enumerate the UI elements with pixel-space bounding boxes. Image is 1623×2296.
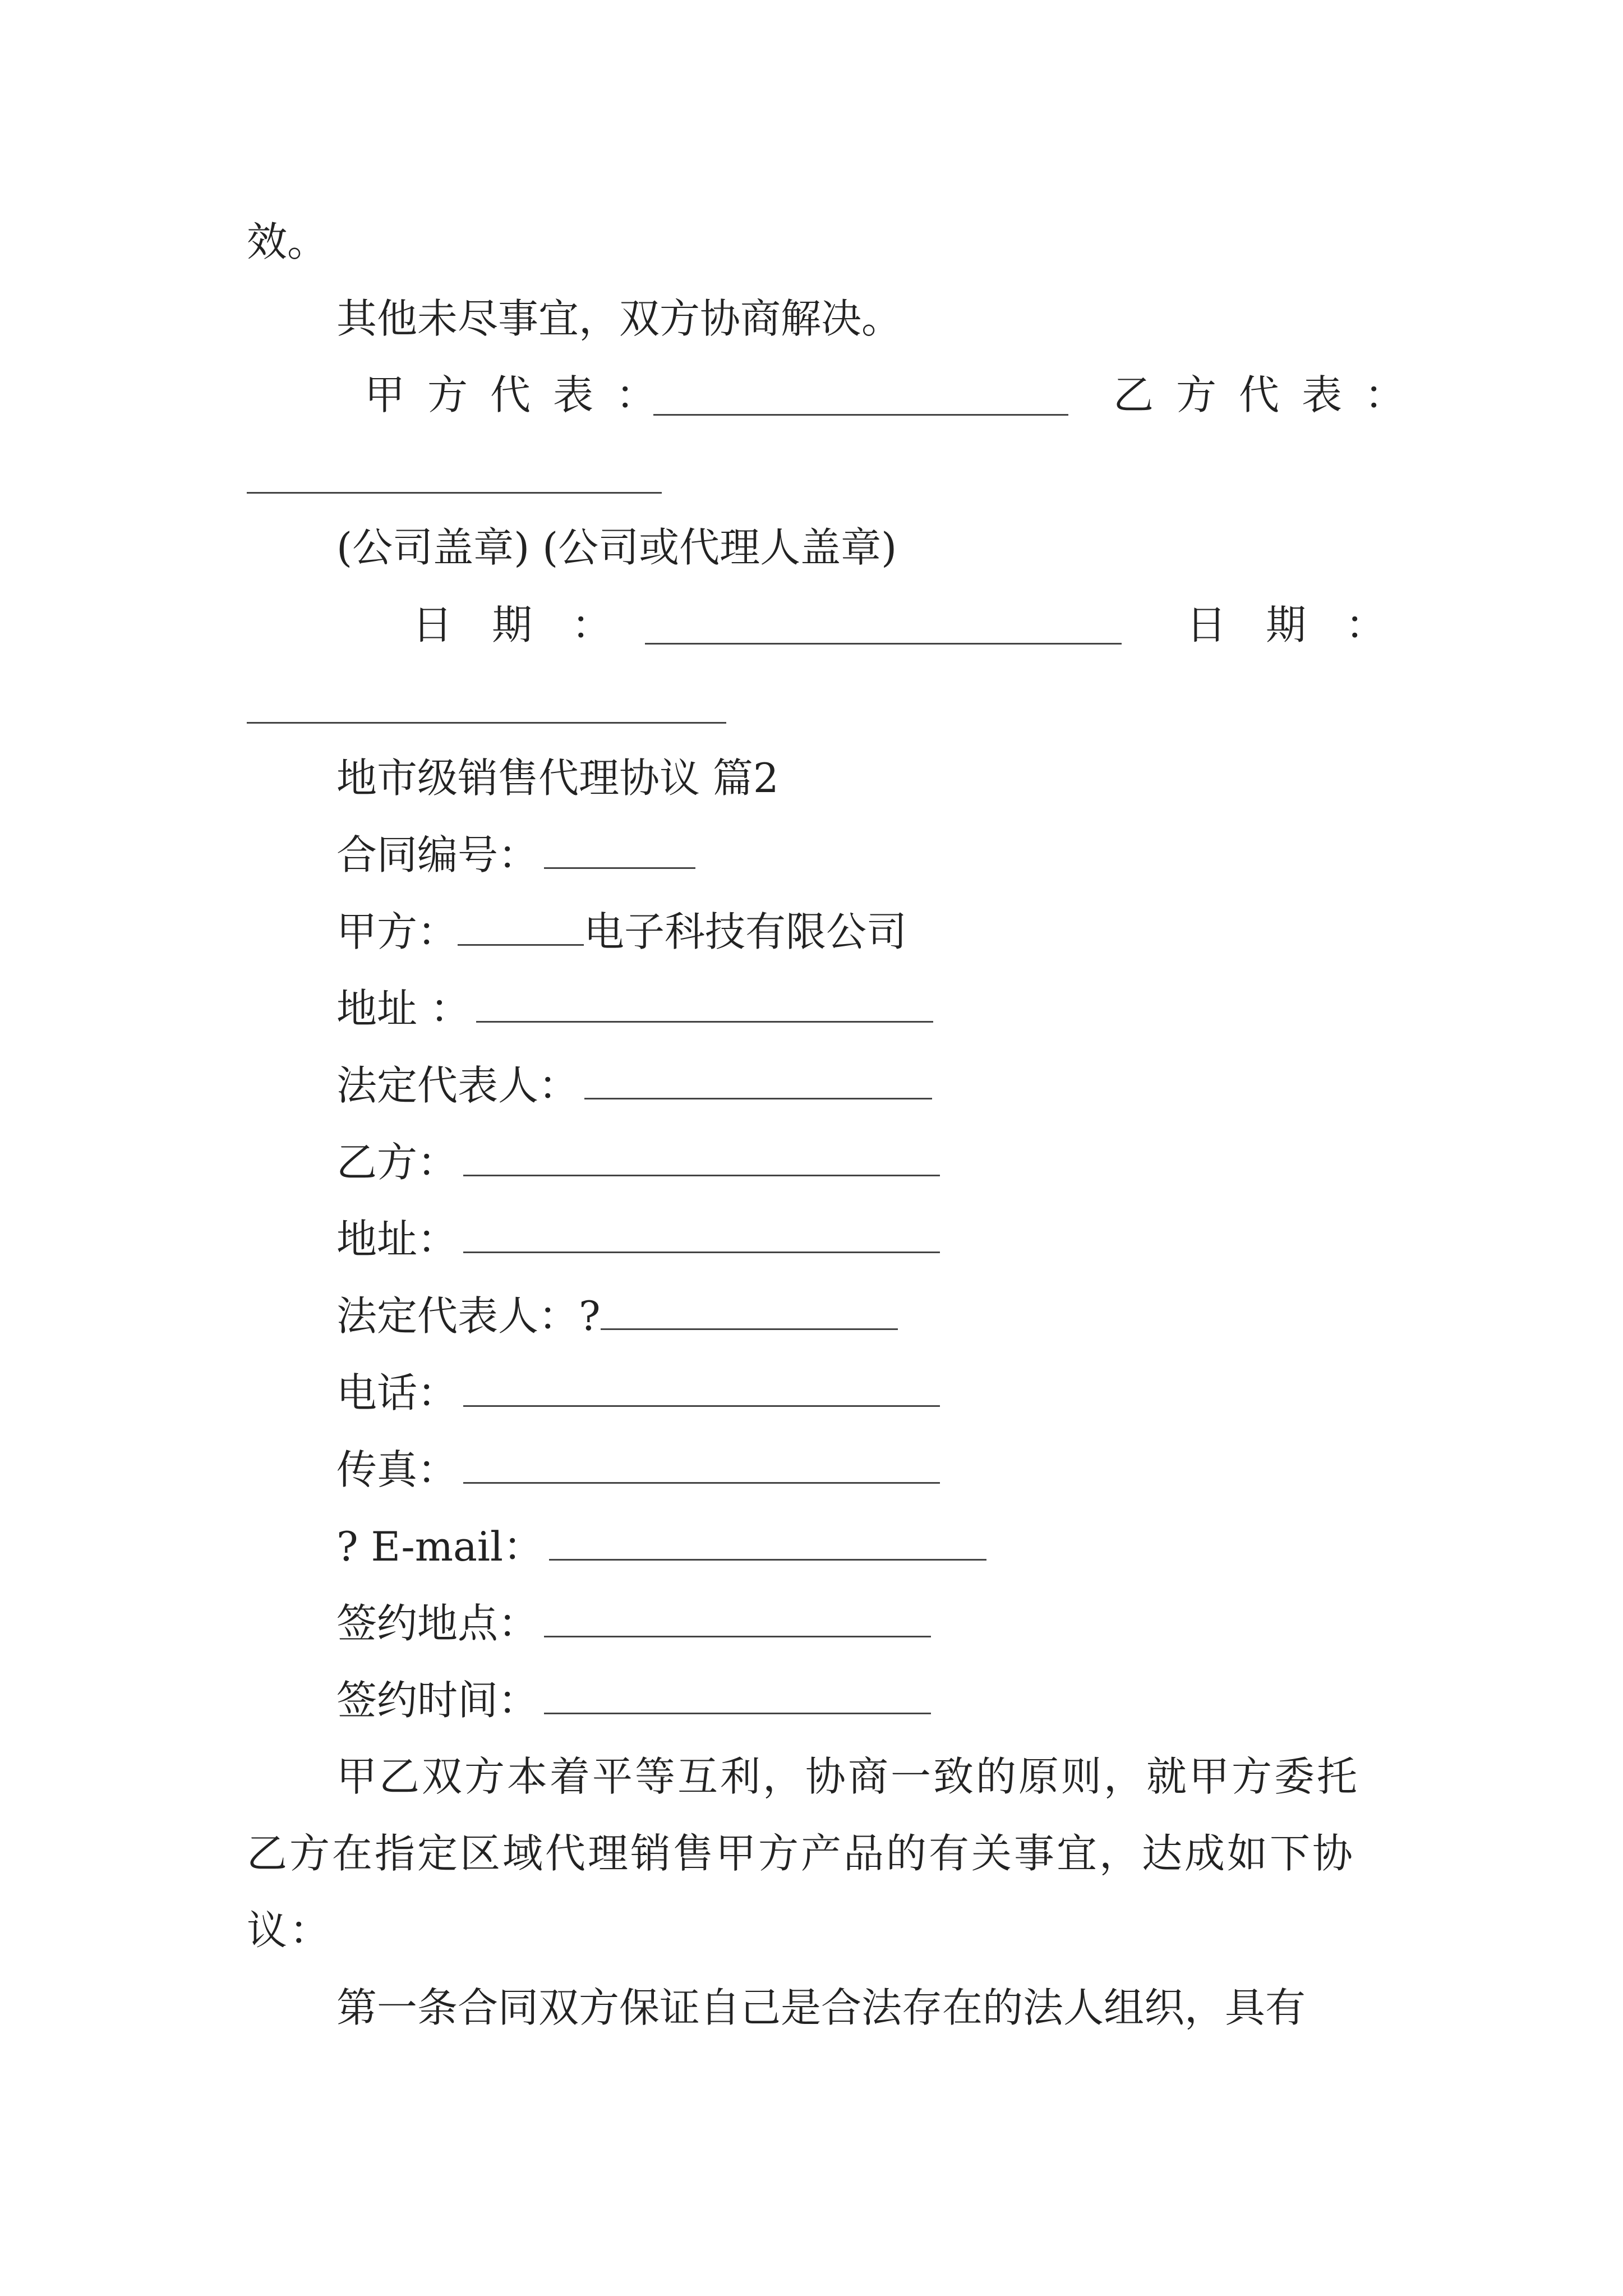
fax-label: 传真： [336, 1446, 458, 1493]
date-b-label: 日期： [1186, 601, 1426, 648]
date-a-label: 日期： [412, 601, 652, 648]
sign-time-label: 签约时间： [336, 1677, 539, 1724]
phone-row [336, 1369, 946, 1416]
address-a-blank [476, 988, 933, 1023]
email-label: ? E-mail： [336, 1523, 543, 1570]
party-b-row [336, 1139, 946, 1186]
legal-rep-a-label: 法定代表人： [336, 1062, 579, 1109]
party-a-blank [458, 912, 584, 946]
sign-time-blank [544, 1680, 931, 1714]
party-b-rep-label: 乙方代表： [1113, 371, 1428, 418]
party-b-label: 乙方： [336, 1139, 458, 1186]
address-a-row [336, 985, 939, 1032]
party-b-rep-blank [247, 492, 662, 494]
email-blank [549, 1526, 986, 1561]
party-a-label: 甲方： [336, 908, 458, 955]
legal-rep-b-label: 法定代表人：? [336, 1292, 601, 1340]
date-a-blank [645, 643, 1122, 645]
agreement-paragraph: 甲乙双方本着平等互利，协商一致的原则，就甲方委托乙方在指定区域代理销售甲方产品的有关事宜，达成如下协议： [247, 1753, 1360, 1954]
legal-rep-b-blank [601, 1296, 898, 1330]
email-row [336, 1523, 992, 1570]
sign-place-row [336, 1600, 937, 1647]
fax-row [336, 1446, 946, 1493]
address-b-label: 地址： [336, 1216, 458, 1263]
sign-time-row [336, 1677, 937, 1724]
party-a-rep-blank [653, 414, 1068, 416]
contract-no-label: 合同编号： [336, 831, 539, 878]
other-matters-text: 其他未尽事宜，双方协商解决。 [336, 295, 902, 342]
party-a-row [336, 908, 907, 955]
section-title: 地市级销售代理协议 篇2 [336, 754, 779, 802]
article-one-text: 第一条合同双方保证自己是合法存在的法人组织，具有 [336, 1984, 1306, 2031]
party-a-rep-label: 甲方代表： [365, 371, 679, 418]
contract-no-row [336, 831, 701, 878]
address-b-blank [463, 1219, 940, 1253]
legal-rep-b-row [336, 1292, 898, 1340]
contract-no-blank [544, 835, 695, 869]
date-b-blank [247, 722, 726, 724]
seal-note-text: (公司盖章) (公司或代理人盖章) [336, 524, 897, 571]
party-b-blank [463, 1142, 940, 1176]
prev-tail-text: 效。 [247, 218, 328, 265]
phone-blank [463, 1373, 940, 1407]
party-a-name: 电子科技有限公司 [584, 908, 907, 955]
address-b-row [336, 1216, 946, 1263]
sign-place-blank [544, 1603, 931, 1637]
phone-label: 电话： [336, 1369, 458, 1416]
legal-rep-a-row [336, 1062, 938, 1109]
address-a-label: 地址 ： [336, 985, 471, 1032]
fax-blank [463, 1450, 940, 1484]
legal-rep-a-blank [584, 1065, 932, 1099]
sign-place-label: 签约地点： [336, 1600, 539, 1647]
